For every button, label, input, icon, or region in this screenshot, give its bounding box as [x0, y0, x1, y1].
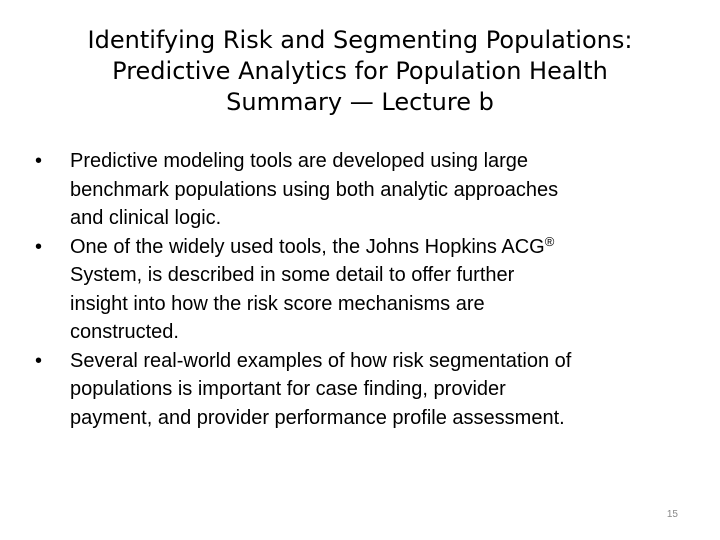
bullet-line: insight into how the risk score mechanisms are — [70, 292, 485, 315]
bullet-item — [35, 233, 705, 347]
bullet-line: and clinical logic. — [70, 207, 222, 229]
bullet-line: Predictive modeling tools are developed using large — [70, 150, 529, 172]
bullet-line: payment, and provider performance profile assessment. — [70, 406, 565, 429]
bullet-list — [35, 147, 705, 432]
title-line: Summary — Lecture b — [226, 88, 494, 116]
bullet-item — [35, 347, 705, 433]
bullet-dot: • — [35, 349, 43, 372]
bullet-item — [35, 147, 705, 233]
title-line: Identifying Risk and Segmenting Populations: — [87, 26, 633, 54]
title-line: Predictive Analytics for Population Health — [112, 57, 608, 85]
bullet-line-with-mark — [70, 233, 705, 262]
bullet-line: populations is important for case finding, provider — [70, 378, 506, 400]
page-number: 15 — [666, 509, 678, 520]
bullet-line: System, is described in some detail to offer further — [70, 264, 515, 286]
bullet-line: benchmark populations using both analytic approaches — [70, 178, 559, 201]
slide-title — [20, 25, 700, 118]
bullet-line-text: One of the widely used tools, the Johns Hopkins ACG — [70, 235, 545, 258]
bullet-line: Several real-world examples of how risk segmentation of — [70, 349, 572, 372]
registered-mark: ® — [544, 233, 555, 249]
bullet-dot: • — [35, 150, 43, 172]
bullet-dot: • — [35, 235, 43, 258]
bullet-line: constructed. — [70, 321, 179, 343]
